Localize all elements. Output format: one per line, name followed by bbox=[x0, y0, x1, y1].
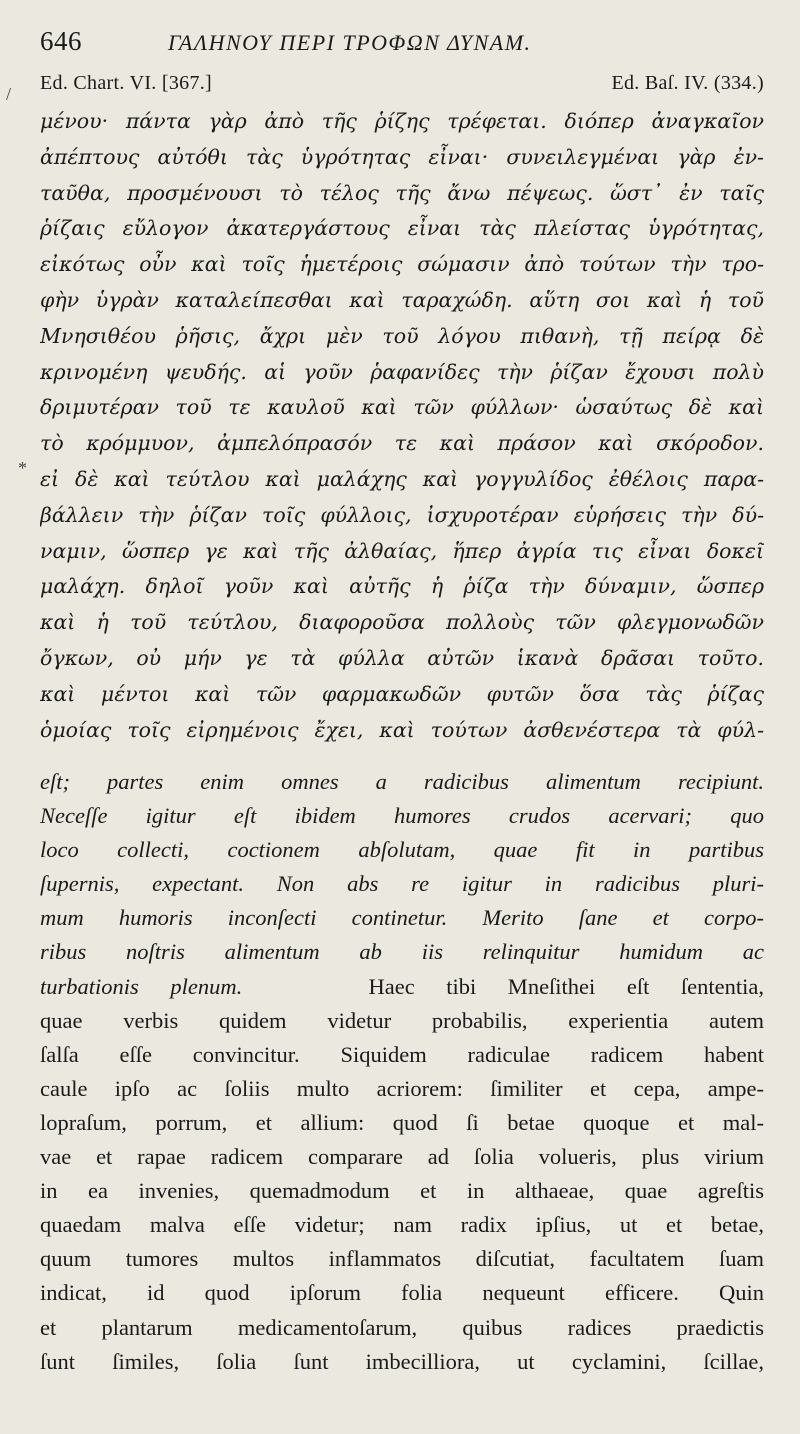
latin-italic-line: ſupernis, expectant. Non abs re igitur in radicibus pluri- bbox=[40, 871, 764, 897]
running-title: ΓΑΛΗΝΟΥ ΠΕΡΙ ΤΡΟΦΩΝ ΔΥΝΑΜ. bbox=[168, 30, 532, 55]
latin-mixed-line bbox=[40, 970, 764, 1004]
greek-line: φὴν ὑγρὰν καταλείπεσθαι καὶ ταραχώδη. αὕτη σοι καὶ ἡ τοῦ bbox=[40, 287, 764, 312]
latin-italic-line: ribus noſtris alimentum ab iis relinquitur humidum ac bbox=[40, 939, 764, 965]
greek-line: καὶ ἡ τοῦ τεύτλου, διαφοροῦσα πολλοὺς τῶν φλεγμονωδῶν bbox=[40, 610, 764, 635]
latin-italic-fragment: turbationis plenum. bbox=[40, 973, 243, 999]
latin-roman-line: ſalſa eſſe convincitur. Siquidem radiculae radicem habent bbox=[40, 1041, 764, 1067]
greek-line: καὶ μέντοι καὶ τῶν φαρμακωδῶν φυτῶν ὅσα τὰς ῥίζας bbox=[40, 681, 764, 706]
greek-line: Μνησιθέου ῥῆσις, ἄχρι μὲν τοῦ λόγου πιθανὴ, τῇ πείρᾳ δὲ bbox=[40, 323, 764, 348]
greek-line: ὄγκων, οὐ μήν γε τὰ φύλλα αὐτῶν ἱκανὰ δρᾶσαι τοῦτο. bbox=[40, 645, 764, 670]
latin-roman-line: et plantarum medicamentoſarum, quibus radices praedictis bbox=[40, 1314, 764, 1340]
greek-line: ῥίζαις εὔλογον ἀκατεργάστους εἶναι τὰς πλείστας ὑγρότητας, bbox=[40, 216, 764, 241]
latin-italic-line: loco collecti, coctionem abſolutam, quae fit in partibus bbox=[40, 837, 764, 863]
greek-line: μαλάχη. δηλοῖ γοῦν καὶ αὐτῆς ἡ ῥίζα τὴν δύναμιν, ὥσπερ bbox=[40, 574, 764, 599]
latin-italic-line: eſt; partes enim omnes a radicibus alimentum recipiunt. bbox=[40, 769, 764, 794]
greek-line: βάλλειν τὴν ῥίζαν τοῖς φύλλοις, ἰσχυροτέραν εὑρήσεις τὴν δύ- bbox=[40, 502, 764, 527]
page-number: 646 bbox=[40, 26, 82, 56]
latin-roman-line: quaedam malva eſſe videtur; nam radix ipſius, ut et betae, bbox=[40, 1212, 764, 1238]
greek-line: κρινομένη ψευδής. αἱ γοῦν ῥαφανίδες τὴν ῥίζαν ἔχουσι πολὺ bbox=[40, 359, 764, 384]
greek-line: εἰ δὲ καὶ τεύτλου καὶ μαλάχης καὶ γογγυλίδος ἐθέλοις παρα- bbox=[40, 466, 764, 491]
greek-line: δριμυτέραν τοῦ τε καυλοῦ καὶ τῶν φύλλων· ὡσαύτως δὲ καὶ bbox=[40, 395, 764, 420]
greek-line: μένου· πάντα γὰρ ἀπὸ τῆς ῥίζης τρέφεται. διόπερ ἀναγκαῖον bbox=[40, 109, 764, 133]
edition-reference-line bbox=[40, 72, 764, 95]
edition-chartier: Ed. Chart. VI. [367.] bbox=[40, 72, 213, 94]
greek-line: εἰκότως οὖν καὶ τοῖς ἡμετέροις σώμασιν ἀπὸ τούτων τὴν τρο- bbox=[40, 252, 764, 277]
running-head bbox=[40, 26, 760, 66]
greek-text-block bbox=[40, 104, 764, 748]
latin-roman-line: caule ipſo ac ſoliis multo acriorem: ſimiliter et cepa, ampe- bbox=[40, 1075, 764, 1101]
greek-line: ὁμοίας τοῖς εἰρημένοις ἔχει, καὶ τούτων ἀσθενέστερα τὰ φύλ- bbox=[40, 717, 764, 742]
latin-roman-line: lopraſum, porrum, et allium: quod ſi betae quoque et mal- bbox=[40, 1109, 764, 1135]
greek-line: ταῦθα, προσμένουσι τὸ τέλος τῆς ἄνω πέψεως. ὥστ᾽ ἐν ταῖς bbox=[40, 180, 764, 205]
margin-mark-slash: / bbox=[6, 84, 12, 104]
greek-line: ναμιν, ὥσπερ γε καὶ τῆς ἀλθαίας, ἥπερ ἀγρία τις εἶναι δοκεῖ bbox=[40, 538, 764, 563]
greek-line: τὸ κρόμμυον, ἀμπελόπρασόν τε καὶ πράσον καὶ σκόροδον. bbox=[40, 431, 764, 456]
latin-roman-fragment: Haec tibi Mneſithei eſt ſententia, bbox=[368, 973, 764, 999]
margin-mark-asterisk: * bbox=[18, 458, 27, 478]
latin-roman-line: indicat, id quod ipſorum folia nequeunt efficere. Quin bbox=[40, 1280, 764, 1306]
latin-roman-line: ſunt ſimiles, ſolia ſunt imbecilliora, ut cyclamini, ſcillae, bbox=[40, 1348, 764, 1374]
latin-italic-line: Neceſſe igitur eſt ibidem humores crudos acervari; quo bbox=[40, 803, 764, 829]
latin-roman-line: in ea invenies, quemadmodum et in althaeae, quae agreſtis bbox=[40, 1178, 764, 1204]
latin-roman-line: quae verbis quidem videtur probabilis, experientia autem bbox=[40, 1007, 764, 1033]
edition-basel: Ed. Baſ. IV. (334.) bbox=[611, 72, 764, 94]
latin-italic-line: mum humoris inconſecti continetur. Merito ſane et corpo- bbox=[40, 905, 764, 931]
latin-roman-line: quum tumores multos inflammatos diſcutiat, facultatem ſuam bbox=[40, 1246, 764, 1272]
greek-line: ἀπέπτους αὐτόθι τὰς ὑγρότητας εἶναι· συνειλεγμέναι γὰρ ἐν- bbox=[40, 144, 764, 169]
latin-translation-block bbox=[40, 765, 764, 1379]
latin-roman-line: vae et rapae radicem comparare ad ſolia volueris, plus virium bbox=[40, 1144, 764, 1170]
